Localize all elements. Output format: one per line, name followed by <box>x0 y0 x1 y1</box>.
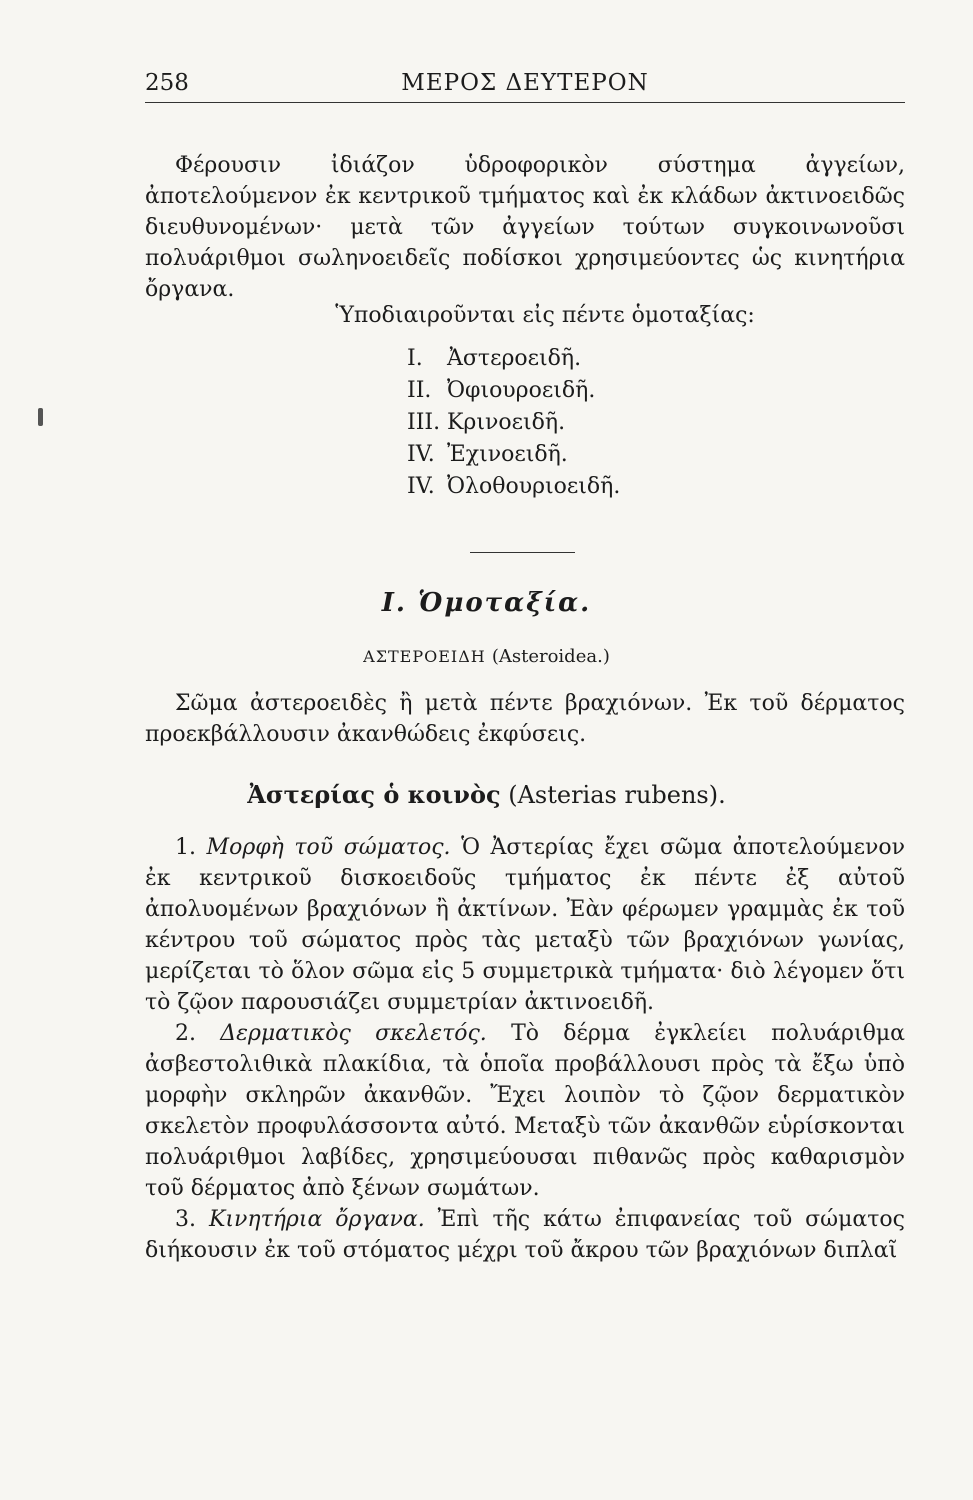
division-sentence: Ὑποδιαιροῦνται εἰς πέντε ὁμοταξίας: <box>335 303 755 328</box>
list-item <box>407 471 620 503</box>
section-title: Κινητήρια ὄργανα. <box>208 1207 425 1232</box>
species-latin-name: (Asterias rubens). <box>508 781 726 809</box>
section-number: 3. <box>175 1207 196 1232</box>
species-heading <box>0 780 973 809</box>
group-latin-name: (Asteroidea.) <box>491 646 610 667</box>
list-item-numeral: I. <box>407 346 423 371</box>
list-item-numeral: II. <box>407 378 432 403</box>
list-item <box>407 343 620 375</box>
list-item-name: Ὀλοθουριοειδῆ. <box>447 474 621 499</box>
list-item-name: Ἀστεροειδῆ. <box>447 346 582 371</box>
list-item-name: Ἐχινοειδῆ. <box>447 442 568 467</box>
group-heading <box>0 646 973 667</box>
section-paragraph <box>145 832 905 1018</box>
list-item-numeral: III. <box>407 410 441 435</box>
list-item-numeral: IV. <box>407 474 435 499</box>
group-description: Σῶμα ἀστεροειδὲς ἢ μετὰ πέντε βραχιόνων. Ἐκ τοῦ δέρματος προεκβάλλουσιν ἀκανθώδεις ἐκφύσεις. <box>145 691 905 747</box>
section-title: Μορφὴ τοῦ σώματος. <box>206 835 451 860</box>
running-title: ΜΕΡΟΣ ΔΕΥΤΕΡΟΝ <box>401 70 649 96</box>
group-name: ΑΣΤΕΡΟΕΙΔΗ <box>363 647 486 666</box>
section-paragraph <box>145 1018 905 1204</box>
list-item-numeral: IV. <box>407 442 435 467</box>
section-number: 2. <box>175 1021 196 1046</box>
list-item-name: Κρινοειδῆ. <box>447 410 566 435</box>
list-item <box>407 407 620 439</box>
page-header <box>145 66 905 103</box>
section-text: Ἐπὶ τῆς κάτω ἐπιφανείας τοῦ σώματος διήκουσιν ἐκ τοῦ στόματος μέχρι τοῦ ἄκρου τῶν βραχιόνων διπλαῖ <box>145 1207 905 1263</box>
margin-mark <box>38 408 43 426</box>
page-number: 258 <box>145 70 189 96</box>
list-item-name: Ὀφιουροειδῆ. <box>447 378 596 403</box>
species-sections <box>145 832 905 1266</box>
section-divider <box>470 552 575 553</box>
class-heading: I. Ὁμοταξία. <box>381 588 592 618</box>
list-item <box>407 375 620 407</box>
list-item <box>407 439 620 471</box>
section-number: 1. <box>175 835 196 860</box>
class-list <box>407 343 620 503</box>
section-title: Δερματικὸς σκελετός. <box>220 1021 487 1046</box>
species-name: Ἀστερίας ὁ κοινὸς <box>247 780 501 809</box>
section-paragraph <box>145 1204 905 1266</box>
section-text: Ὁ Ἀστερίας ἔχει σῶμα ἀποτελούμενον ἐκ κεντρικοῦ δισκοειδοῦς τμήματος ἐκ πέντε ἐξ αὐτοῦ ἀπολυομένων βραχιόνων ἢ ἀκτίνων. Ἐὰν φέρωμεν γραμμὰς ἐκ τοῦ κέντρου τοῦ σώματος πρὸς τὰς μεταξὺ τῶν βραχιόνων γωνίας, μερίζεται τὸ ὅλον σῶμα εἰς 5 συμμετρικὰ τμήματα· διὸ λέγομεν ὅτι τὸ ζῷον παρουσιάζει συμμετρίαν ἀκτινοειδῆ. <box>145 835 905 1015</box>
section-text: Τὸ δέρμα ἐγκλείει πολυάριθμα ἀσβεστολιθικὰ πλακίδια, τὰ ὁποῖα προβάλλουσι πρὸς τὰ ἔξω ὑπὸ μορφὴν σκληρῶν ἀκανθῶν. Ἔχει λοιπὸν τὸ ζῷον δερματικὸν σκελετὸν προφυλάσσοντα αὐτό. Μεταξὺ τῶν ἀκανθῶν εὑρίσκονται πολυάριθμοι λαβίδες, χρησιμεύουσαι πιθανῶς πρὸς καθαρισμὸν τοῦ δέρματος ἀπὸ ξένων σωμάτων. <box>145 1021 905 1201</box>
intro-paragraph: Φέρουσιν ἰδιάζον ὑδροφορικὸν σύστημα ἀγγείων, ἀποτελούμενον ἐκ κεντρικοῦ τμήματος καὶ ἐκ κλάδων ἀκτινοειδῶς διευθυνομένων· μετὰ τῶν ἀγγείων τούτων συγκοινωνοῦσι πολυάριθμοι σωληνοειδεῖς ποδίσκοι χρησιμεύοντες ὡς κινητήρια ὄργανα. <box>145 153 905 302</box>
